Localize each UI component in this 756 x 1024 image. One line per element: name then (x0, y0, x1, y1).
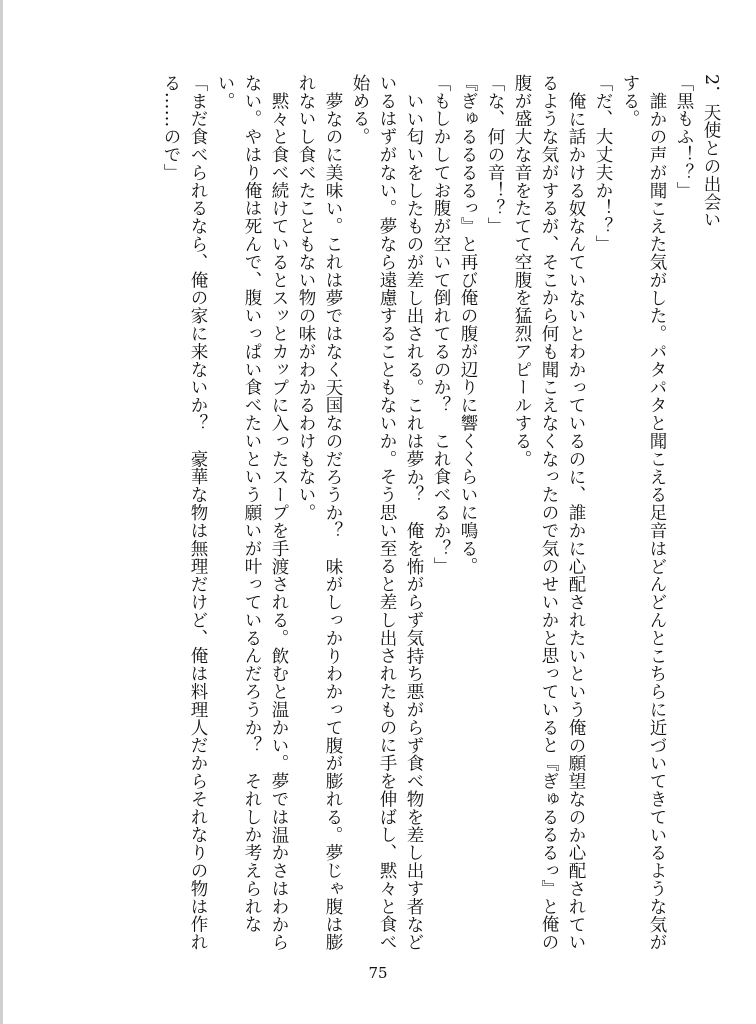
paragraph: 「黒もふ！？」 (674, 74, 694, 200)
paragraph: 「な、何の音！？」 (485, 74, 505, 236)
vertical-text-body (157, 74, 734, 954)
paragraph: 夢なのに美味い。これは夢ではなく天国なのだろうか？ 味がしっかりわかって腹が膨れる。夢じゃ腹は膨れないし食べたこともない物の味がわかるわけもない。 (296, 74, 343, 951)
chapter-title: 2．天使との出会い (701, 74, 721, 229)
paragraph: 「まだ食べられるなら、俺の家に来ないか？ 豪華な物は無理だけど、俺は料理人だからそれなりの物は作れる……ので」 (161, 74, 208, 952)
page-number: 75 (368, 964, 388, 982)
page-gutter-edge (0, 0, 3, 1024)
paragraph: いい匂いをしたものが差し出される。これは夢か？ 俺を怖がらず気持ち悪がらず食べ物を差し出す者などいるはずがない。夢なら遠慮することもないか。そう思い至ると差し出されたものに手を伸ばし、黙々と食べ始める。 (350, 74, 424, 952)
paragraph: 誰かの声が聞こえた気がした。パタパタと聞こえる足音はどんどんとこちらに近づいてきているような気がする。 (620, 74, 667, 951)
paragraph: 『ぎゅるるるるっ』と再び俺の腹が辺りに響くくらいに鳴る。 (458, 74, 478, 576)
paragraph: 「もしかしてお腹が空いて倒れてるのか？ これ食べるか？」 (431, 74, 451, 576)
paragraph: 俺に話かける奴なんていないとわかっているのに、誰かに心配されたいという俺の願望なのか心配されているような気がするが、そこから何も聞こえなくなったので気のせいかと思っていると『ぎゅるるるっ』と俺の腹が盛大な音をたてて空腹を猛烈アピールする。 (512, 74, 586, 952)
paragraph: 「だ、大丈夫か！？」 (593, 74, 613, 253)
paragraph: 黙々と食べ続けているとスッとカップに入ったスープを手渡される。飲むと温かい。夢では温かさはわからない。やはり俺は死んで、腹いっぱい食べたいという願いが叶っているんだろうか？ それしか考えられない。 (215, 74, 289, 951)
